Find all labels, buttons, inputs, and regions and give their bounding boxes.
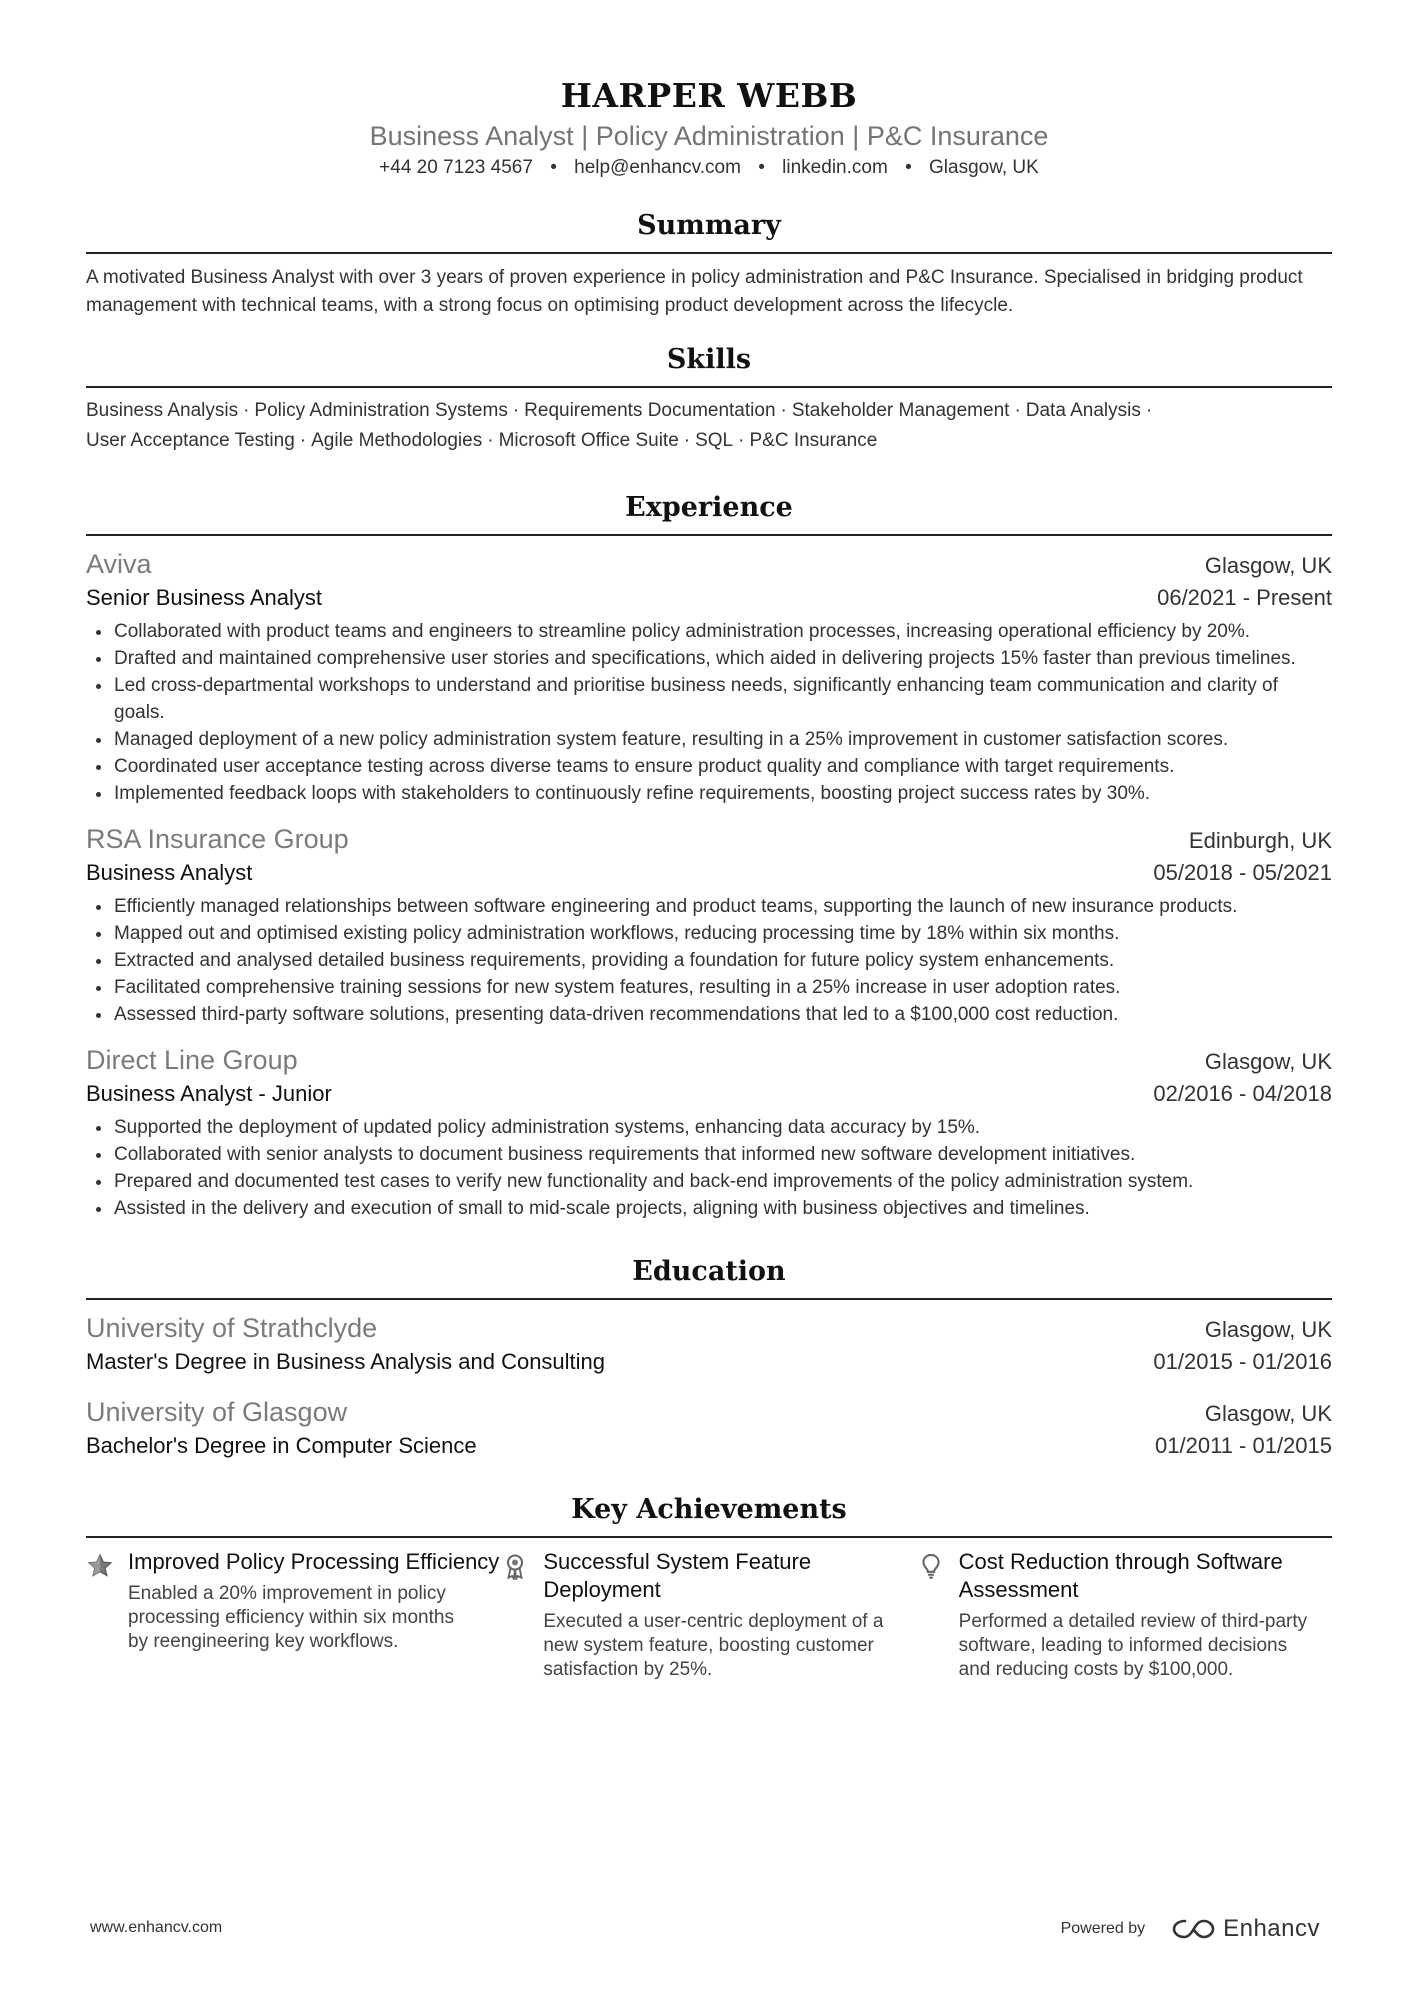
skills-row: [86, 426, 1332, 456]
experience-entry: [86, 1042, 1332, 1222]
medal-icon: [501, 1548, 543, 1682]
education-entry: [86, 1310, 1332, 1378]
lightbulb-icon: [917, 1548, 959, 1682]
school-name: University of Glasgow: [86, 1397, 348, 1427]
skill-separator: ·: [512, 400, 520, 421]
summary-text: A motivated Business Analyst with over 3 years of proven experience in policy administration and P&C Insurance. Specialised in bridging product management with technical teams, with a strong focus on optimising product development across the lifecycle.: [86, 267, 1303, 316]
skills-heading: Skills: [86, 342, 1332, 388]
entry-header-row: [86, 1310, 1332, 1346]
experience-heading: Experience: [86, 490, 1332, 536]
entry-header-row: [86, 546, 1332, 582]
contact-line: [86, 154, 1332, 182]
summary-heading: Summary: [86, 208, 1332, 254]
skill-item: Microsoft Office Suite: [498, 430, 679, 451]
skill-separator: ·: [780, 400, 787, 421]
bullet-item: Assessed third-party software solutions, presenting data-driven recommendations that led to a $100,000 cost reduction.: [86, 1001, 1332, 1028]
education-dates: 01/2011 - 01/2015: [1155, 1433, 1332, 1458]
bullet-item: Coordinated user acceptance testing across diverse teams to ensure product quality and compliance with target requirements.: [86, 753, 1332, 780]
contact-separator: •: [905, 157, 912, 178]
skill-separator: ·: [683, 430, 691, 451]
skill-separator: ·: [1145, 400, 1153, 421]
job-dates: 05/2018 - 05/2021: [1153, 860, 1332, 885]
skills-list: [86, 396, 1332, 456]
skill-item: SQL: [695, 430, 734, 451]
bullet-item: Managed deployment of a new policy administration system feature, resulting in a 25% improvement in customer satisfaction scores.: [86, 726, 1332, 753]
skills-row: [86, 396, 1332, 426]
entry-subheader-row: [86, 1430, 1332, 1462]
skill-separator: ·: [1014, 400, 1021, 421]
job-location: Glasgow, UK: [1204, 553, 1332, 578]
job-location: Edinburgh, UK: [1188, 828, 1332, 853]
school-name: University of Strathclyde: [86, 1313, 378, 1343]
footer-website-link[interactable]: www.enhancv.com: [90, 1919, 223, 1936]
skill-separator: ·: [738, 430, 745, 451]
skill-separator: ·: [487, 430, 494, 451]
powered-by-label: Powered by: [1060, 1920, 1146, 1937]
footer-branding: [1061, 1915, 1320, 1943]
bullet-item: Prepared and documented test cases to verify new functionality and back-end improvements of the policy administration system.: [86, 1168, 1332, 1195]
skill-item: Data Analysis: [1025, 400, 1141, 421]
entry-subheader-row: [86, 582, 1332, 614]
achievement-title: Successful System Feature Deployment: [543, 1549, 812, 1602]
brand-name: Enhancv: [1223, 1915, 1320, 1942]
skill-item: Business Analysis: [86, 400, 239, 421]
candidate-tagline: Business Analyst | Policy Administration | P&C Insurance: [369, 121, 1049, 151]
achievement-description: Performed a detailed review of third-party software, leading to informed decisions and reducing costs by $100,000.: [958, 1611, 1308, 1680]
skill-separator: ·: [299, 430, 307, 451]
bullet-item: Drafted and maintained comprehensive user stories and specifications, which aided in delivering projects 15% faster than previous timelines.: [86, 645, 1332, 672]
job-bullets: [86, 893, 1332, 1028]
job-dates: 06/2021 - Present: [1157, 585, 1332, 610]
bullet-item: Collaborated with product teams and engineers to streamline policy administration processes, increasing operational efficiency by 20%.: [86, 618, 1332, 645]
company-name: Direct Line Group: [86, 1045, 298, 1075]
contact-separator: •: [758, 157, 765, 178]
degree-name: Master's Degree in Business Analysis and Consulting: [86, 1349, 606, 1374]
school-location: Glasgow, UK: [1204, 1401, 1332, 1426]
job-bullets: [86, 1114, 1332, 1222]
job-title: Business Analyst - Junior: [86, 1081, 332, 1106]
achievements-grid: [86, 1548, 1332, 1682]
entry-subheader-row: [86, 1346, 1332, 1378]
experience-entry: [86, 821, 1332, 1028]
entry-subheader-row: [86, 857, 1332, 889]
candidate-name: HARPER WEBB: [560, 76, 858, 115]
bullet-item: Led cross-departmental workshops to understand and prioritise business needs, significantly enhancing team communication and clarity of goals.: [86, 672, 1332, 726]
skill-separator: ·: [243, 400, 250, 421]
skill-item: P&C Insurance: [749, 430, 878, 451]
bullet-item: Supported the deployment of updated policy administration systems, enhancing data accuracy by 15%.: [86, 1114, 1332, 1141]
achievement-title: Improved Policy Processing Efficiency: [128, 1549, 500, 1574]
degree-name: Bachelor's Degree in Computer Science: [86, 1433, 477, 1458]
linkedin-link[interactable]: linkedin.com: [782, 157, 888, 178]
job-title: Senior Business Analyst: [86, 585, 323, 610]
entry-header-row: [86, 1394, 1332, 1430]
education-dates: 01/2015 - 01/2016: [1153, 1349, 1332, 1374]
enhancv-logo[interactable]: [1171, 1915, 1320, 1943]
page-footer: [90, 1915, 1320, 1945]
entry-header-row: [86, 1042, 1332, 1078]
job-location: Glasgow, UK: [1204, 1049, 1332, 1074]
bullet-item: Mapped out and optimised existing policy administration workflows, reducing processing time by 18% within six months.: [86, 920, 1332, 947]
entry-header-row: [86, 821, 1332, 857]
email-link[interactable]: help@enhancv.com: [574, 157, 741, 178]
bullet-item: Extracted and analysed detailed business requirements, providing a foundation for future policy system enhancements.: [86, 947, 1332, 974]
bullet-item: Facilitated comprehensive training sessions for new system features, resulting in a 25% increase in user adoption rates.: [86, 974, 1332, 1001]
school-location: Glasgow, UK: [1204, 1317, 1332, 1342]
contact-separator: •: [550, 157, 557, 178]
skill-item: Agile Methodologies: [311, 430, 483, 451]
education-entry: [86, 1394, 1332, 1462]
phone-number: +44 20 7123 4567: [379, 157, 533, 178]
achievements-heading: Key Achievements: [86, 1492, 1332, 1538]
bullet-item: Assisted in the delivery and execution of small to mid-scale projects, aligning with business objectives and timelines.: [86, 1195, 1332, 1222]
bullet-item: Collaborated with senior analysts to document business requirements that informed new software development initiatives.: [86, 1141, 1332, 1168]
achievement-item: [86, 1548, 501, 1682]
company-name: RSA Insurance Group: [86, 824, 349, 854]
achievement-title: Cost Reduction through Software Assessment: [958, 1549, 1283, 1602]
location-text: Glasgow, UK: [929, 157, 1039, 178]
skill-item: Requirements Documentation: [524, 400, 776, 421]
job-dates: 02/2016 - 04/2018: [1153, 1081, 1332, 1106]
resume-content: [86, 74, 1332, 1682]
job-bullets: [86, 618, 1332, 807]
company-name: Aviva: [86, 549, 152, 579]
bullet-item: Implemented feedback loops with stakeholders to continuously refine requirements, boosting project success rates by 30%.: [86, 780, 1332, 807]
achievement-item: [501, 1548, 916, 1682]
star-icon: [86, 1548, 128, 1682]
skill-item: Policy Administration Systems: [254, 400, 508, 421]
achievement-description: Enabled a 20% improvement in policy processing efficiency within six months by reengineering key workflows.: [128, 1583, 454, 1652]
experience-entry: [86, 546, 1332, 807]
skill-item: Stakeholder Management: [791, 400, 1010, 421]
entry-subheader-row: [86, 1078, 1332, 1110]
skill-item: User Acceptance Testing: [86, 430, 295, 451]
job-title: Business Analyst: [86, 860, 253, 885]
education-heading: Education: [86, 1254, 1332, 1300]
bullet-item: Efficiently managed relationships between software engineering and product teams, supporting the launch of new insurance products.: [86, 893, 1332, 920]
achievement-description: Executed a user-centric deployment of a new system feature, boosting customer satisfaction by 25%.: [543, 1611, 884, 1680]
achievement-item: [917, 1548, 1332, 1682]
enhancv-logo-icon: [1171, 1916, 1217, 1942]
